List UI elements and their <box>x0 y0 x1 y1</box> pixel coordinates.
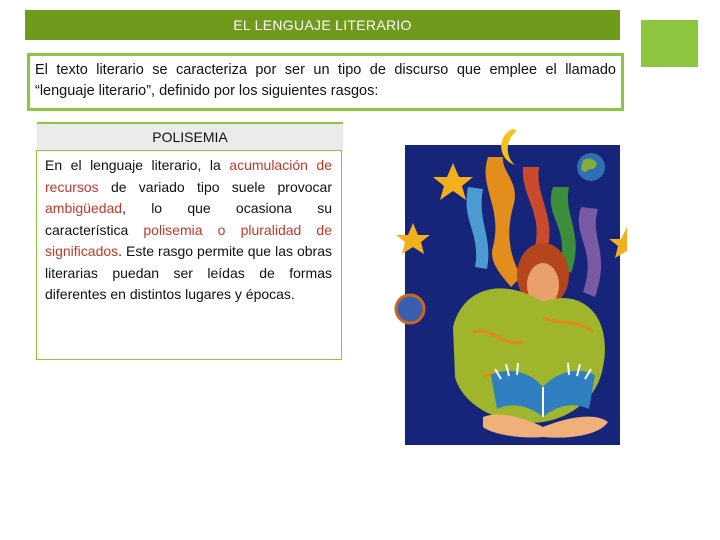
highlight-polisemia: polisemia o pluralidad de significados <box>45 221 333 259</box>
slide-title <box>25 10 620 40</box>
reader-with-book-dream-icon <box>393 127 629 449</box>
intro-text-box <box>27 53 624 111</box>
highlight-ambiguedad: ambigüedad <box>45 200 123 216</box>
slide-title-text: EL LENGUAJE LITERARIO <box>233 17 412 33</box>
planet-icon <box>396 295 424 323</box>
body-text-3: , lo que ocasiona su característica <box>45 200 332 238</box>
body-text-2: de variado tipo suele provocar <box>98 178 332 195</box>
decorative-corner-square <box>641 20 698 67</box>
highlight-acumulacion: acumulación de recursos <box>45 157 332 195</box>
polisemia-text-box <box>36 150 342 360</box>
body-text-4: . Este rasgo permite que las obras literarias puedan ser leídas de formas diferentes en distintos lugares y épocas. <box>45 243 332 302</box>
intro-text: El texto literario se caracteriza por ser un tipo de discurso que emplee el llamado “lenguaje literario”, definido por los siguientes rasgos: <box>35 62 616 99</box>
polisemia-heading <box>37 122 343 150</box>
polisemia-heading-text: POLISEMIA <box>152 129 228 145</box>
body-text-1: En el lenguaje literario, la <box>45 157 230 173</box>
